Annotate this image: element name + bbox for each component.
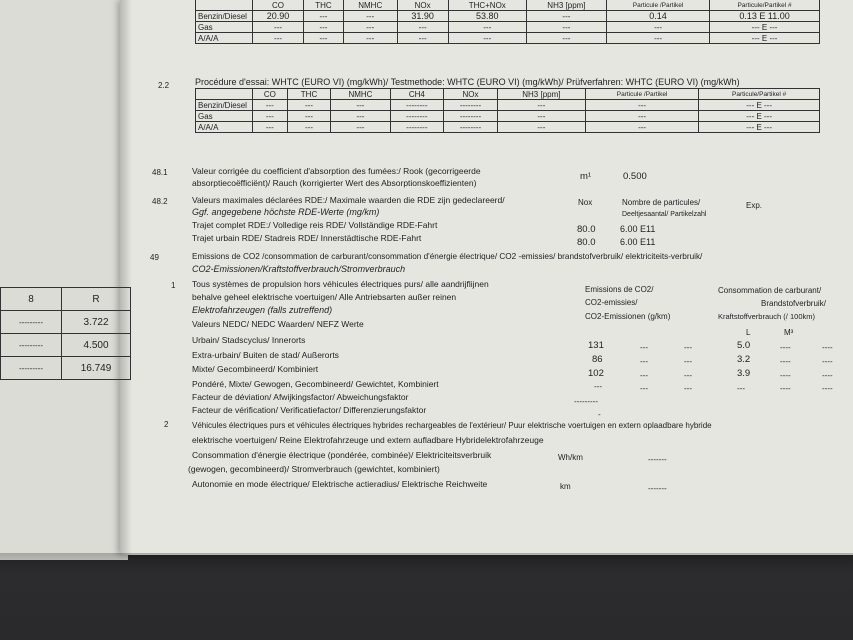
table-cell: --------- — [1, 334, 62, 357]
extra-urban-label: Extra-urbain/ Buiten de stad/ Außerorts — [192, 350, 339, 360]
table-cell: --- E --- — [710, 33, 820, 44]
table-cell: --- — [287, 122, 331, 133]
table-cell: --- — [585, 100, 698, 111]
weighted-co2: --- — [594, 382, 602, 391]
rde-particles-header-1: Nombre de particules/ — [622, 198, 701, 207]
table-header: THC — [304, 0, 344, 11]
table-header: NMHC — [343, 0, 397, 11]
unit-cubic-meters: M³ — [784, 328, 794, 337]
table-header: NOx — [397, 0, 448, 11]
verification-factor-value: - — [598, 410, 601, 419]
table-cell: 0.13 E 11.00 — [710, 11, 820, 22]
table-row — [1, 334, 131, 357]
urban-co2: 131 — [588, 340, 604, 351]
table-cell: 20.90 — [253, 11, 304, 22]
table-cell: --- — [585, 122, 698, 133]
table-cell: --------- — [1, 311, 62, 334]
table-cell: --- — [526, 11, 606, 22]
rde-label-line-2: Ggf. angegebene höchste RDE-Werte (mg/km) — [192, 207, 380, 217]
electric-range-value: ------- — [648, 484, 667, 493]
section-number: 48.2 — [152, 197, 168, 206]
table-row — [196, 33, 820, 44]
rde-urban-particles: 6.00 E11 — [620, 237, 656, 247]
rde-label-line-1: Valeurs maximales déclarées RDE:/ Maximale waarden die RDE zijn gedeclareerd/ — [192, 195, 505, 205]
weighted-label: Pondéré, Mixte/ Gewogen, Gecombineerd/ Gewichtet, Kombiniert — [192, 379, 439, 389]
table-header: Particule /Partikel — [607, 0, 710, 11]
table-cell: --- — [304, 11, 344, 22]
table-cell: --- — [287, 111, 331, 122]
energy-consumption-value: ------- — [648, 455, 667, 464]
table-cell: 16.749 — [62, 357, 131, 380]
rde-urban-nox: 80.0 — [577, 237, 596, 248]
table-header: NOx — [444, 89, 498, 100]
urban-liters: 5.0 — [737, 340, 751, 351]
table-header: R — [62, 288, 131, 311]
table-cell: --- — [343, 11, 397, 22]
table-cell: --- — [497, 122, 585, 133]
weighted-m3-2: ---- — [822, 384, 833, 393]
electric-range-unit: km — [560, 482, 571, 491]
table-cell: --- — [331, 100, 390, 111]
combined-m3-1: ---- — [780, 371, 791, 380]
table-cell: --- — [585, 111, 698, 122]
table-header: CO — [253, 0, 304, 11]
table-header-row — [196, 0, 820, 11]
co2-header-3: CO2-Emissionen (g/km) — [585, 312, 671, 321]
urban-m3-2: ---- — [822, 343, 833, 352]
table-cell: --- — [448, 33, 526, 44]
page-edge-shadow — [0, 553, 853, 573]
table-cell: -------- — [444, 122, 498, 133]
co2-section-title-1: Emissions de CO2 /consommation de carburant/consommation d'énergie électrique/ CO2 -emissies/ brandstofverbruik/ elektriciteits-verbruik/ — [192, 252, 703, 261]
table-cell: --- — [397, 33, 448, 44]
rde-full-trip-label: Trajet complet RDE:/ Volledige reis RDE/ Vollständige RDE-Fahrt — [192, 220, 438, 230]
urban-m3-1: ---- — [780, 343, 791, 352]
table-cell: Gas — [196, 111, 253, 122]
table-row — [196, 111, 820, 122]
section-title: Procédure d'essai: WHTC (EURO VI) (mg/kWh)/ Testmethode: WHTC (EURO VI) (mg/kWh)/ Prüfverfahren: WHTC (EURO VI) (mg/kWh) — [195, 77, 740, 87]
propulsion-label-1: Tous systèmes de propulsion hors véhicules électriques purs/ alle aandrijflijnen — [192, 279, 489, 289]
section-number: 2.2 — [158, 81, 170, 90]
combined-dash-2: --- — [684, 371, 692, 380]
table-cell: --- — [253, 111, 288, 122]
table-cell: --- — [607, 33, 710, 44]
table-cell: --------- — [1, 357, 62, 380]
combined-dash-1: --- — [640, 371, 648, 380]
table-row — [1, 311, 131, 334]
energy-consumption-unit: Wh/km — [558, 453, 583, 462]
emissions-table-1 — [195, 0, 820, 44]
extra-urban-dash-2: --- — [684, 357, 692, 366]
table-cell: --- — [304, 22, 344, 33]
table-cell: 4.500 — [62, 334, 131, 357]
table-cell: --- E --- — [710, 22, 820, 33]
urban-label: Urbain/ Stadscyclus/ Innerorts — [192, 335, 306, 345]
table-cell: --- — [526, 22, 606, 33]
table-cell: --- — [253, 22, 304, 33]
section-number: 1 — [171, 281, 176, 290]
table-cell: --- — [497, 100, 585, 111]
table-cell: Benzin/Diesel — [196, 11, 253, 22]
smoke-label-line-1: Valeur corrigée du coefficient d'absorption des fumées:/ Rook (gecorrigeerde — [192, 166, 481, 176]
table-cell: --- — [304, 33, 344, 44]
deviation-factor-label: Facteur de déviation/ Afwijkingsfactor/ Abweichungsfaktor — [192, 392, 409, 402]
table-cell: 53.80 — [448, 11, 526, 22]
combined-m3-2: ---- — [822, 371, 833, 380]
verification-factor-label: Facteur de vérification/ Verificatiefactor/ Differenzierungsfaktor — [192, 405, 427, 415]
table-cell: A/A/A — [196, 33, 253, 44]
co2-header-2: CO2-emissies/ — [585, 298, 638, 307]
urban-dash-1: --- — [640, 343, 648, 352]
table-cell: --- — [331, 111, 390, 122]
table-cell: --- — [253, 33, 304, 44]
table-cell: A/A/A — [196, 122, 253, 133]
combined-label: Mixte/ Gecombineerd/ Kombiniert — [192, 364, 319, 374]
table-cell: 3.722 — [62, 311, 131, 334]
table-header: Particule /Partikel — [585, 89, 698, 100]
table-row — [196, 100, 820, 111]
table-cell: --- — [331, 122, 390, 133]
energy-consumption-label: Consommation d'énergie électrique (pondérée, combinée)/ Elektriciteitsverbruik — [192, 450, 492, 460]
deviation-factor-value: --------- — [574, 397, 598, 406]
rde-exp-header: Exp. — [746, 201, 763, 210]
table-header: Particule/Partikel # — [699, 89, 820, 100]
table-cell: Benzin/Diesel — [196, 100, 253, 111]
table-cell: -------- — [390, 122, 444, 133]
ev-label-1: Véhicules électriques purs et véhicules électriques hybrides rechargeables de l'extérieur/ Puur elektrische voertuigen en extern oplaadbare hybride — [192, 421, 712, 430]
combined-co2: 102 — [588, 368, 604, 379]
section-number: 49 — [150, 253, 159, 262]
table-header: CH4 — [390, 89, 444, 100]
table-cell: 31.90 — [397, 11, 448, 22]
table-row — [1, 288, 131, 311]
table-cell: --- — [448, 22, 526, 33]
table-cell: --- — [497, 111, 585, 122]
extra-urban-m3-1: ---- — [780, 357, 791, 366]
nedc-label: Valeurs NEDC/ NEDC Waarden/ NEFZ Werte — [192, 319, 364, 329]
table-cell: --- — [253, 122, 288, 133]
table-cell: --- E --- — [699, 111, 820, 122]
smoke-label-line-2: absorptiecoëfficiënt)/ Rauch (korrigierter Wert des Absorptionskoeffizienten) — [192, 178, 477, 188]
smoke-unit: m¹ — [580, 171, 592, 182]
combined-liters: 3.9 — [737, 368, 751, 379]
table-cell: --- — [287, 100, 331, 111]
table-cell: --- — [343, 22, 397, 33]
table-header: THC+NOx — [448, 0, 526, 11]
table-cell: --- E --- — [699, 100, 820, 111]
section-number: 2 — [164, 420, 169, 429]
energy-consumption-label-2: (gewogen, gecombineerd)/ Stromverbrauch (gewichtet, kombiniert) — [188, 464, 440, 474]
extra-urban-dash-1: --- — [640, 357, 648, 366]
table-cell: --- — [253, 100, 288, 111]
weighted-m3-1: ---- — [780, 384, 791, 393]
extra-urban-co2: 86 — [592, 354, 603, 365]
table-cell: --- E --- — [699, 122, 820, 133]
rde-full-nox: 80.0 — [577, 224, 596, 235]
rde-particles-header-2: Deeltjesaantal/ Partikelzahl — [622, 211, 707, 218]
table-row — [1, 357, 131, 380]
left-page — [0, 0, 128, 560]
co2-header-1: Emissions de CO2/ — [585, 285, 654, 294]
smoke-value: 0.500 — [623, 171, 647, 182]
table-cell: -------- — [444, 111, 498, 122]
rde-nox-header: Nox — [578, 198, 593, 207]
rde-full-particles: 6.00 E11 — [620, 224, 656, 234]
table-header: Particule/Partikel # — [710, 0, 820, 11]
ev-label-2: elektrische voertuigen/ Reine Elektrofahrzeuge und extern aufladbare Hybridelektrofahrzeuge — [192, 435, 544, 445]
rde-urban-trip-label: Trajet urbain RDE/ Stadreis RDE/ Innerstädtische RDE-Fahrt — [192, 233, 422, 243]
left-page-table — [0, 287, 131, 380]
table-header: NH3 [ppm] — [526, 0, 606, 11]
table-header: CO — [253, 89, 288, 100]
section-number: 48.1 — [152, 168, 168, 177]
table-cell: --- — [526, 33, 606, 44]
table-row — [196, 11, 820, 22]
table-row — [196, 122, 820, 133]
fuel-header-2: Brandstofverbruik/ — [761, 299, 826, 308]
unit-liters: L — [746, 328, 751, 337]
table-cell: -------- — [390, 111, 444, 122]
weighted-dash-1: --- — [640, 384, 648, 393]
weighted-liters: --- — [737, 384, 745, 393]
table-header: NH3 [ppm] — [497, 89, 585, 100]
table-cell: 0.14 — [607, 11, 710, 22]
table-cell: -------- — [444, 100, 498, 111]
table-cell: -------- — [390, 100, 444, 111]
table-cell: --- — [343, 33, 397, 44]
extra-urban-liters: 3.2 — [737, 354, 751, 365]
table-header — [196, 0, 253, 11]
propulsion-label-3: Elektrofahrzeugen (falls zutreffend) — [192, 305, 333, 315]
electric-range-label: Autonomie en mode électrique/ Elektrische actieradius/ Elektrische Reichweite — [192, 479, 488, 489]
table-row — [196, 22, 820, 33]
propulsion-label-2: behalve geheel elektrische voertuigen/ Alle Antriebsarten außer reinen — [192, 292, 457, 302]
fuel-header-1: Consommation de carburant/ — [718, 286, 822, 295]
extra-urban-m3-2: ---- — [822, 357, 833, 366]
table-header-row — [196, 89, 820, 100]
table-cell: --- — [607, 22, 710, 33]
emissions-table-2 — [195, 88, 820, 133]
weighted-dash-2: --- — [684, 384, 692, 393]
page-fold — [120, 0, 132, 555]
table-header: 8 — [1, 288, 62, 311]
table-cell: --- — [397, 22, 448, 33]
co2-section-title-2: CO2-Emissionen/Kraftstoffverbrauch/Stromverbrauch — [192, 264, 406, 274]
table-header: NMHC — [331, 89, 390, 100]
table-header — [196, 89, 253, 100]
table-cell: Gas — [196, 22, 253, 33]
table-header: THC — [287, 89, 331, 100]
urban-dash-2: --- — [684, 343, 692, 352]
fuel-header-3: Kraftstoffverbrauch (/ 100km) — [718, 312, 815, 321]
